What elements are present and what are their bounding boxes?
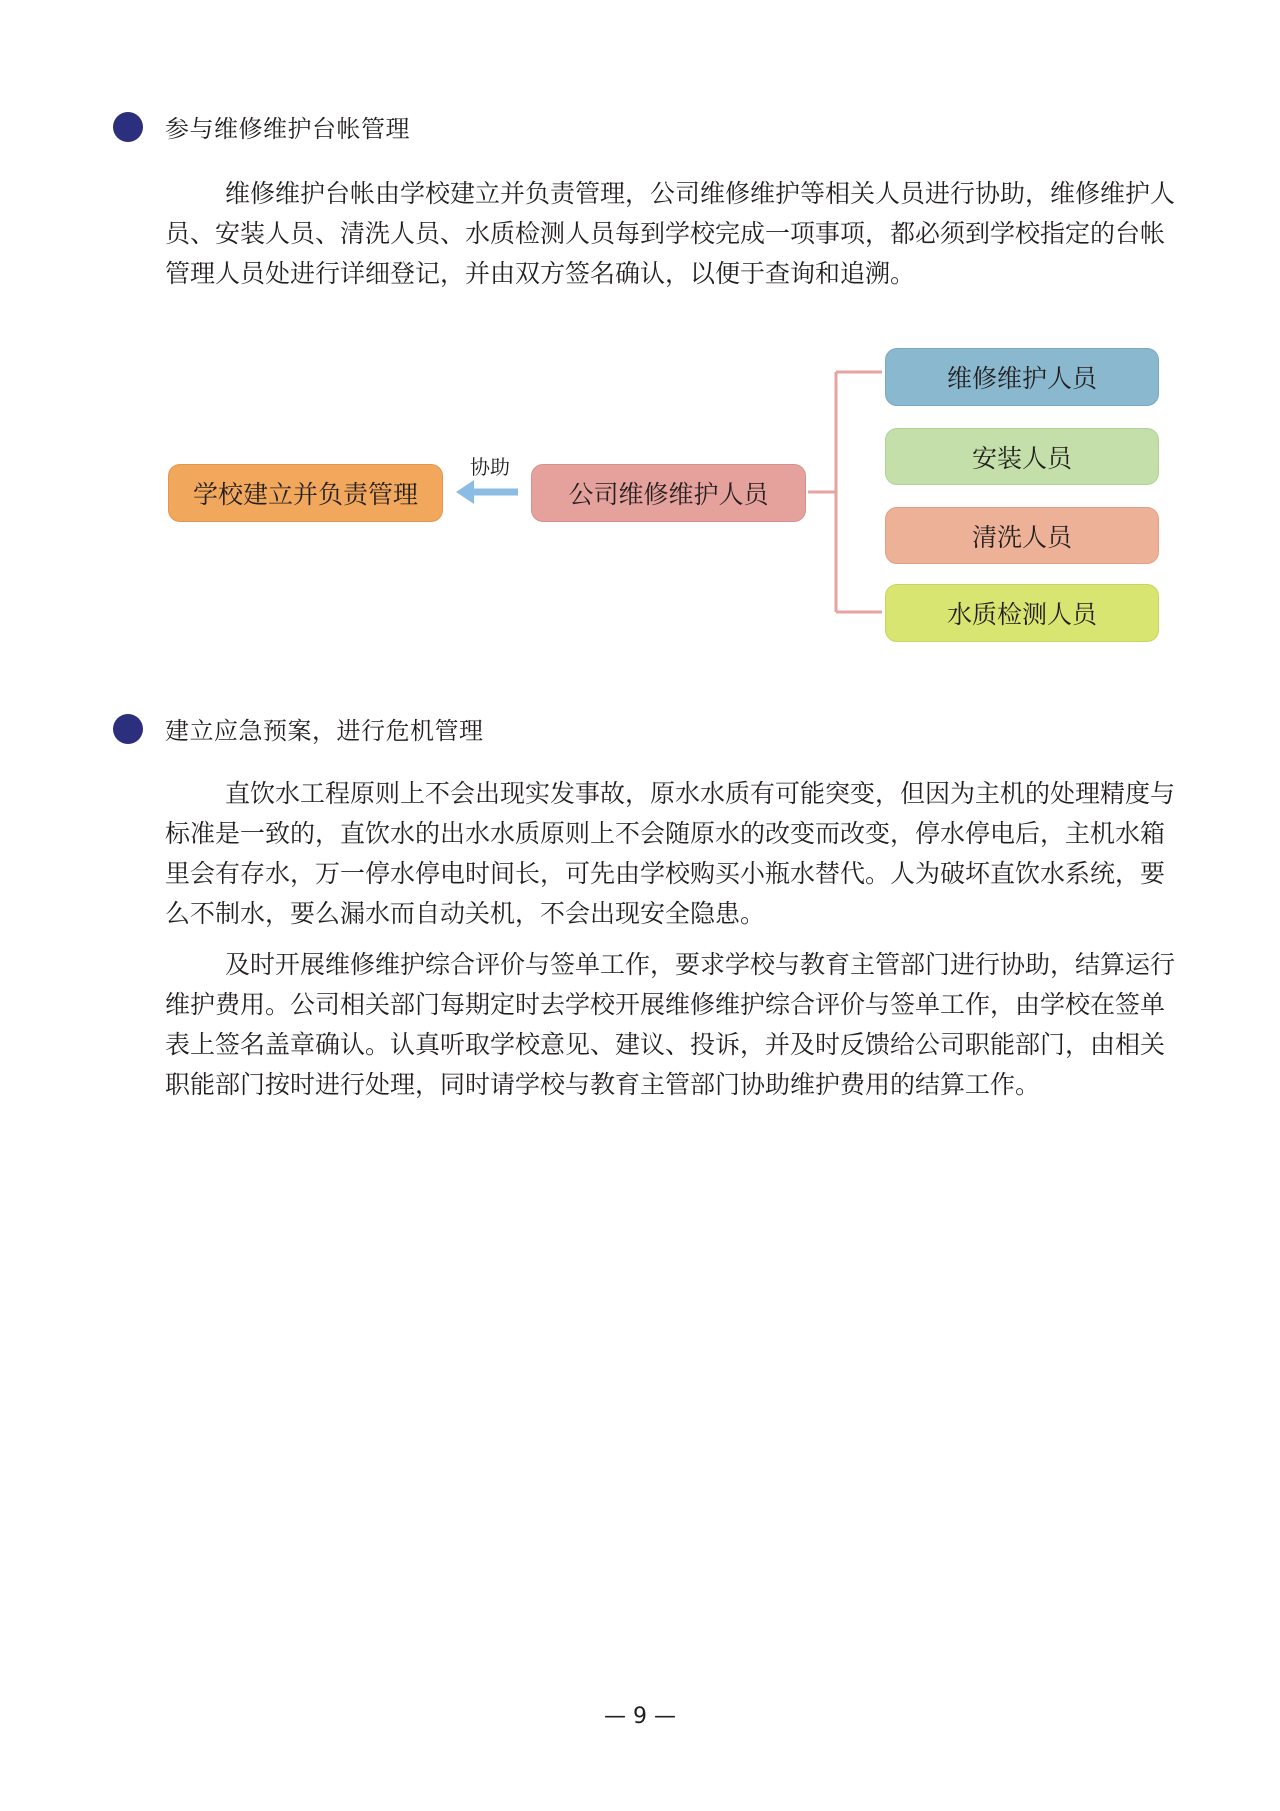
section-heading-emergency [113,711,484,746]
company-staff-box: 公司维修维护人员 [531,464,806,522]
cleaning-staff-box: 清洗人员 [885,507,1159,564]
section-heading-text: 建立应急预案，进行危机管理 [165,717,484,745]
section-heading-text: 参与维修维护台帐管理 [165,115,410,143]
water-testing-staff-box: 水质检测人员 [885,584,1159,642]
school-management-box: 学校建立并负责管理 [168,464,443,522]
repair-staff-box: 维修维护人员 [885,348,1159,406]
install-staff-box: 安装人员 [885,428,1159,485]
page-number: — 9 — [604,1704,676,1729]
ledger-paragraph: 维修维护台帐由学校建立并负责管理，公司维修维护等相关人员进行协助，维修维护人员、安装人员、清洗人员、水质检测人员每到学校完成一项事项，都必须到学校指定的台帐管理人员处进行详细登记，并由双方签名确认，以便于查询和追溯。 [165,179,1176,288]
staff-bracket [808,372,882,612]
bullet-dot-icon [113,714,143,744]
arrow-left-icon [456,480,474,504]
assist-label: 协助 [470,455,510,479]
evaluation-paragraph: 及时开展维修维护综合评价与签单工作，要求学校与教育主管部门进行协助，结算运行维护费用。公司相关部门每期定时去学校开展维修维护综合评价与签单工作，由学校在签单表上签名盖章确认。认真听取学校意见、建议、投诉，并及时反馈给公司职能部门，由相关职能部门按时进行处理，同时请学校与教育主管部门协助维护费用的结算工作。 [165,950,1176,1099]
section-heading-ledger [113,109,410,144]
bullet-dot-icon [113,112,143,142]
emergency-paragraph: 直饮水工程原则上不会出现实发事故，原水水质有可能突变，但因为主机的处理精度与标准是一致的，直饮水的出水水质原则上不会随原水的改变而改变，停水停电后，主机水箱里会有存水，万一停水停电时间长，可先由学校购买小瓶水替代。人为破坏直饮水系统，要么不制水，要么漏水而自动关机，不会出现安全隐患。 [165,779,1176,928]
